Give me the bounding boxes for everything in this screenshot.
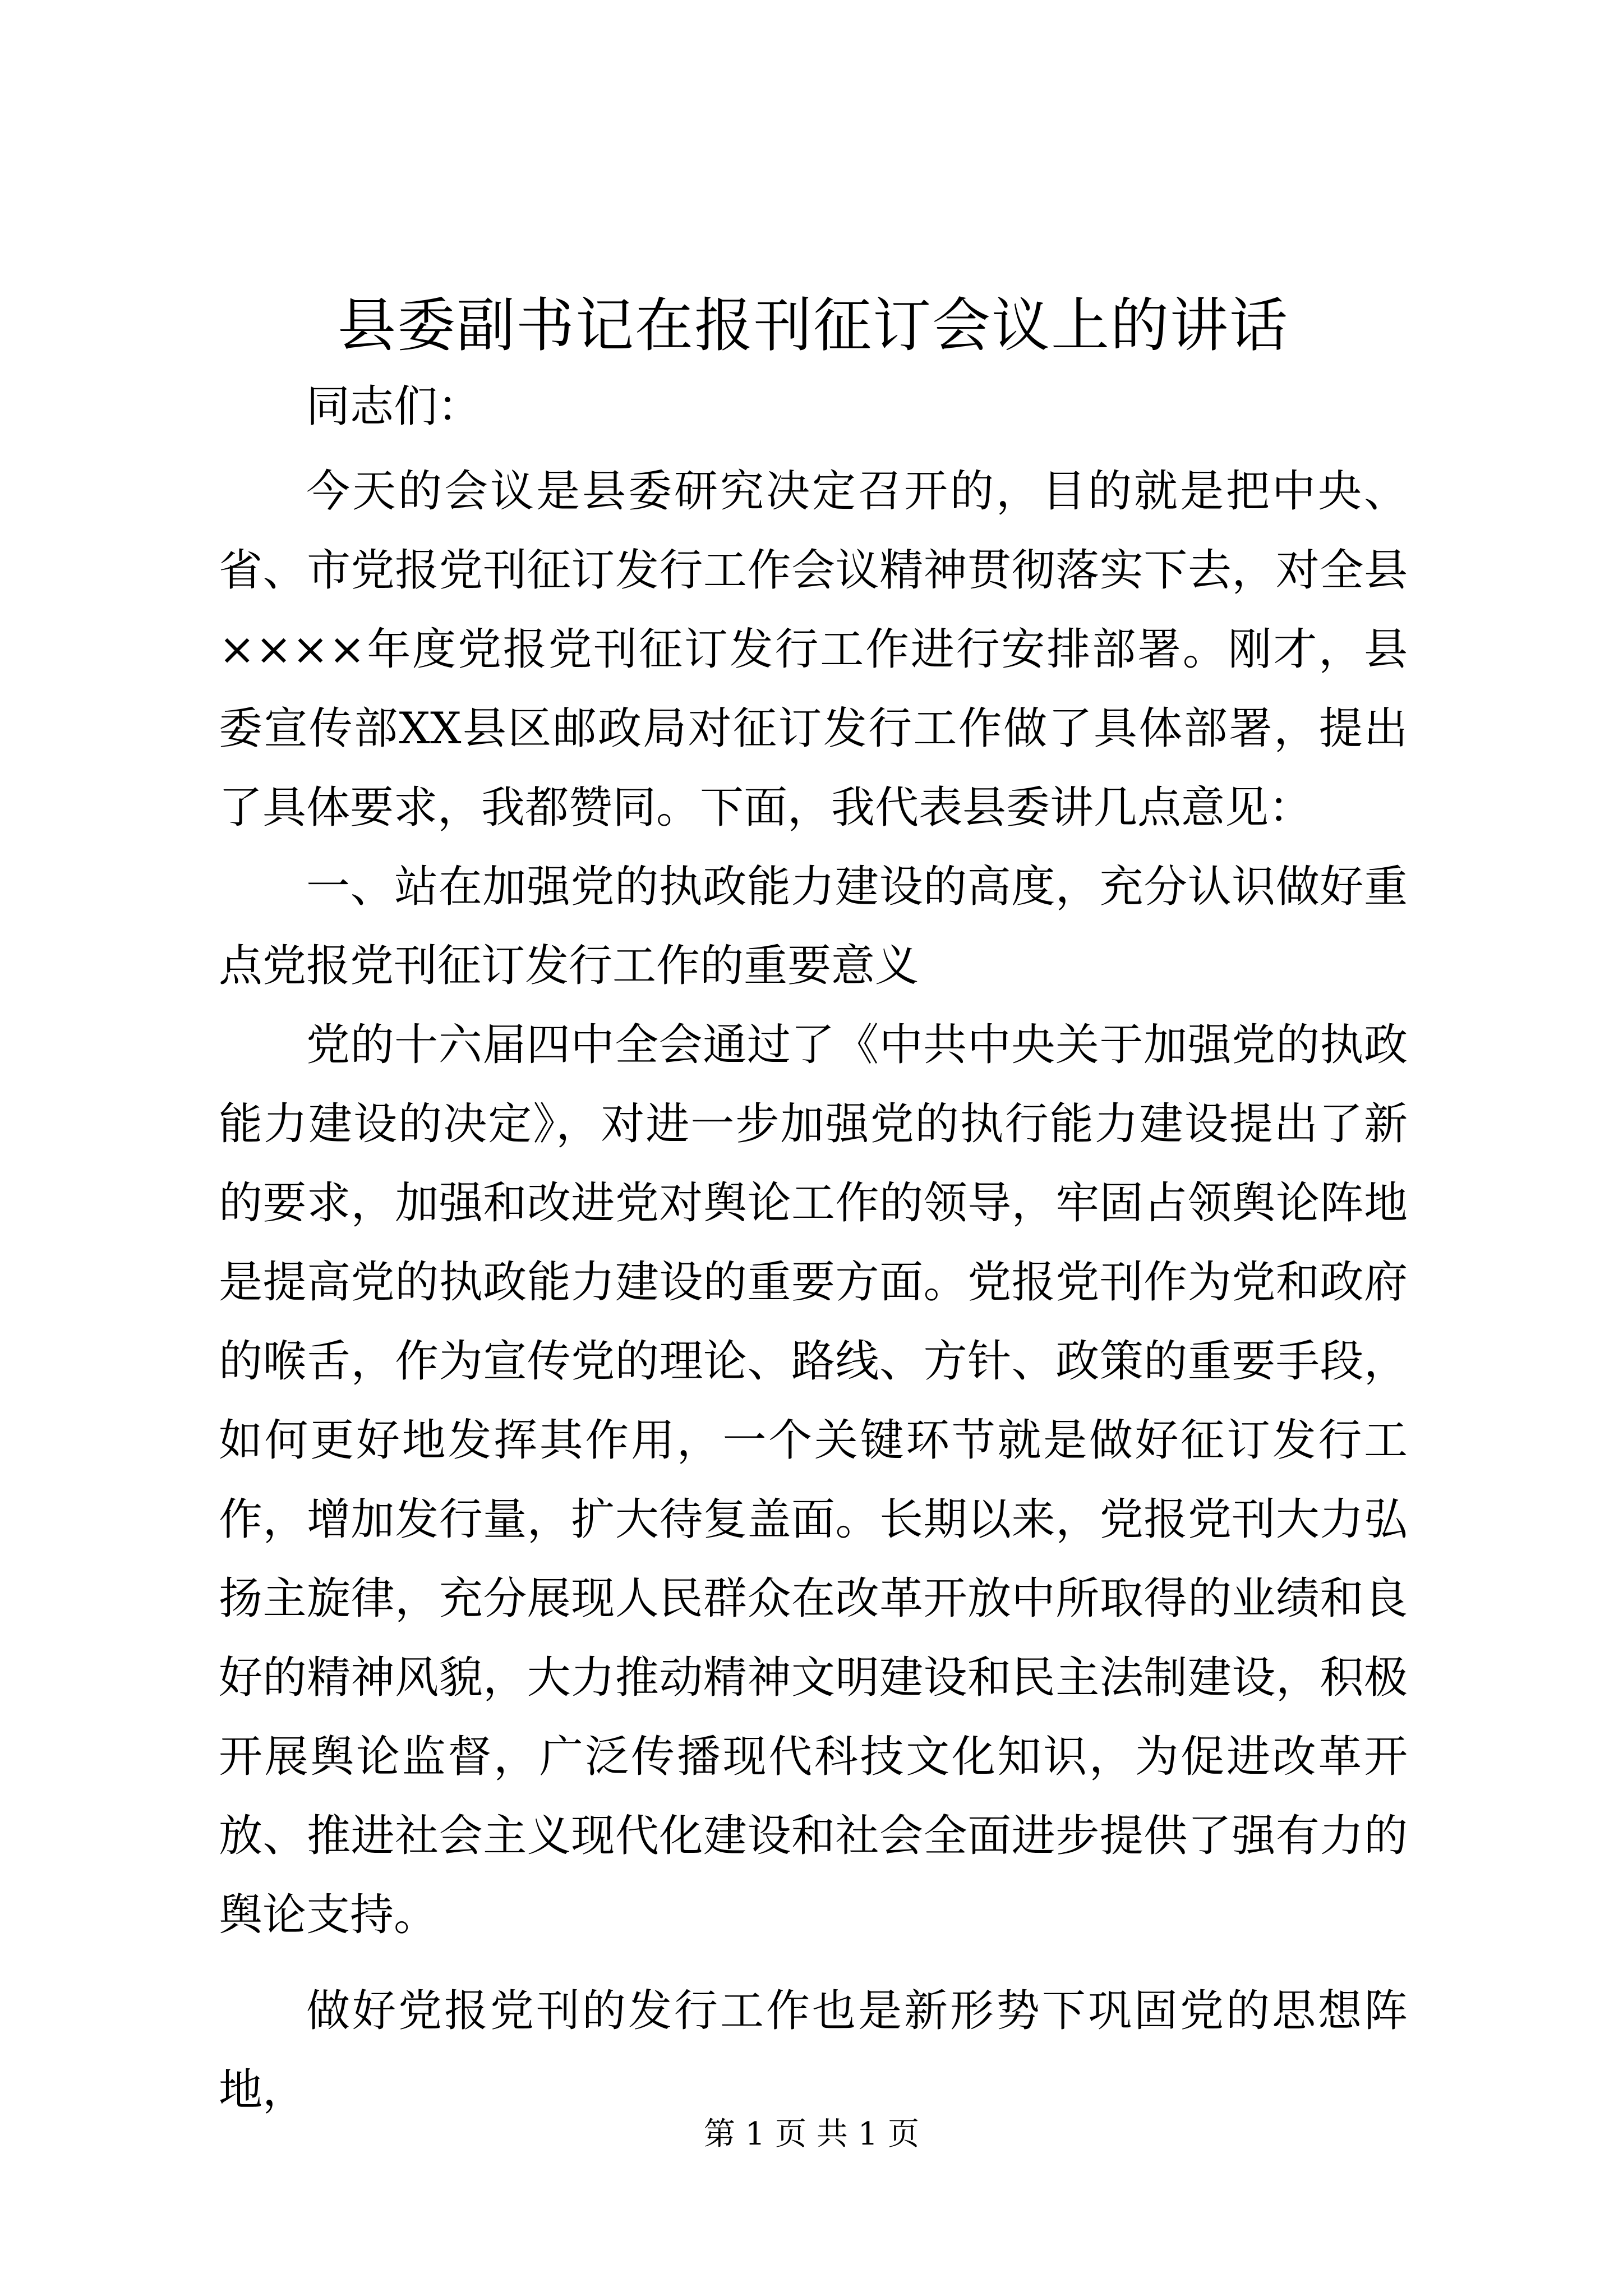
- document-body: [219, 367, 1408, 2130]
- section-heading-1: 一、站在加强党的执政能力建设的高度，充分认识做好重点党报党刊征订发行工作的重要意义: [219, 862, 1408, 991]
- document-title: 县委副书记在报刊征订会议上的讲话: [337, 291, 1289, 360]
- paragraph-intro: 今天的会议是县委研究决定召开的，目的就是把中央、省、市党报党刊征订发行工作会议精神贯彻落实下去，对全县××××年度党报党刊征订发行工作进行安排部署。刚才，县委宣传部XX县区邮政局对征订发行工作做了具体部署，提出了具体要求，我都赞同。下面，我代表县委讲几点意见：: [219, 466, 1408, 833]
- page-footer: 第 1 页 共 1 页: [703, 2116, 920, 2152]
- paragraph-continuation: 做好党报党刊的发行工作也是新形势下巩固党的思想阵地，: [219, 1986, 1408, 2115]
- salutation: 同志们：: [306, 381, 482, 432]
- paragraph-significance: 党的十六届四中全会通过了《中共中央关于加强党的执政能力建设的决定》，对进一步加强党的执行能力建设提出了新的要求，加强和改进党对舆论工作的领导，牢固占领舆论阵地是提高党的执政能力建设的重要方面。党报党刊作为党和政府的喉舌，作为宣传党的理论、路线、方针、政策的重要手段，如何更好地发挥其作用，一个关键环节就是做好征订发行工作，增加发行量，扩大待复盖面。长期以来，党报党刊大力弘扬主旋律，充分展现人民群众在改革开放中所取得的业绩和良好的精神风貌，大力推动精神文明建设和民主法制建设，积极开展舆论监督，广泛传播现代科技文化知识，为促进改革开放、推进社会主义现代化建设和社会全面进步提供了强有力的舆论支持。: [219, 1020, 1408, 1940]
